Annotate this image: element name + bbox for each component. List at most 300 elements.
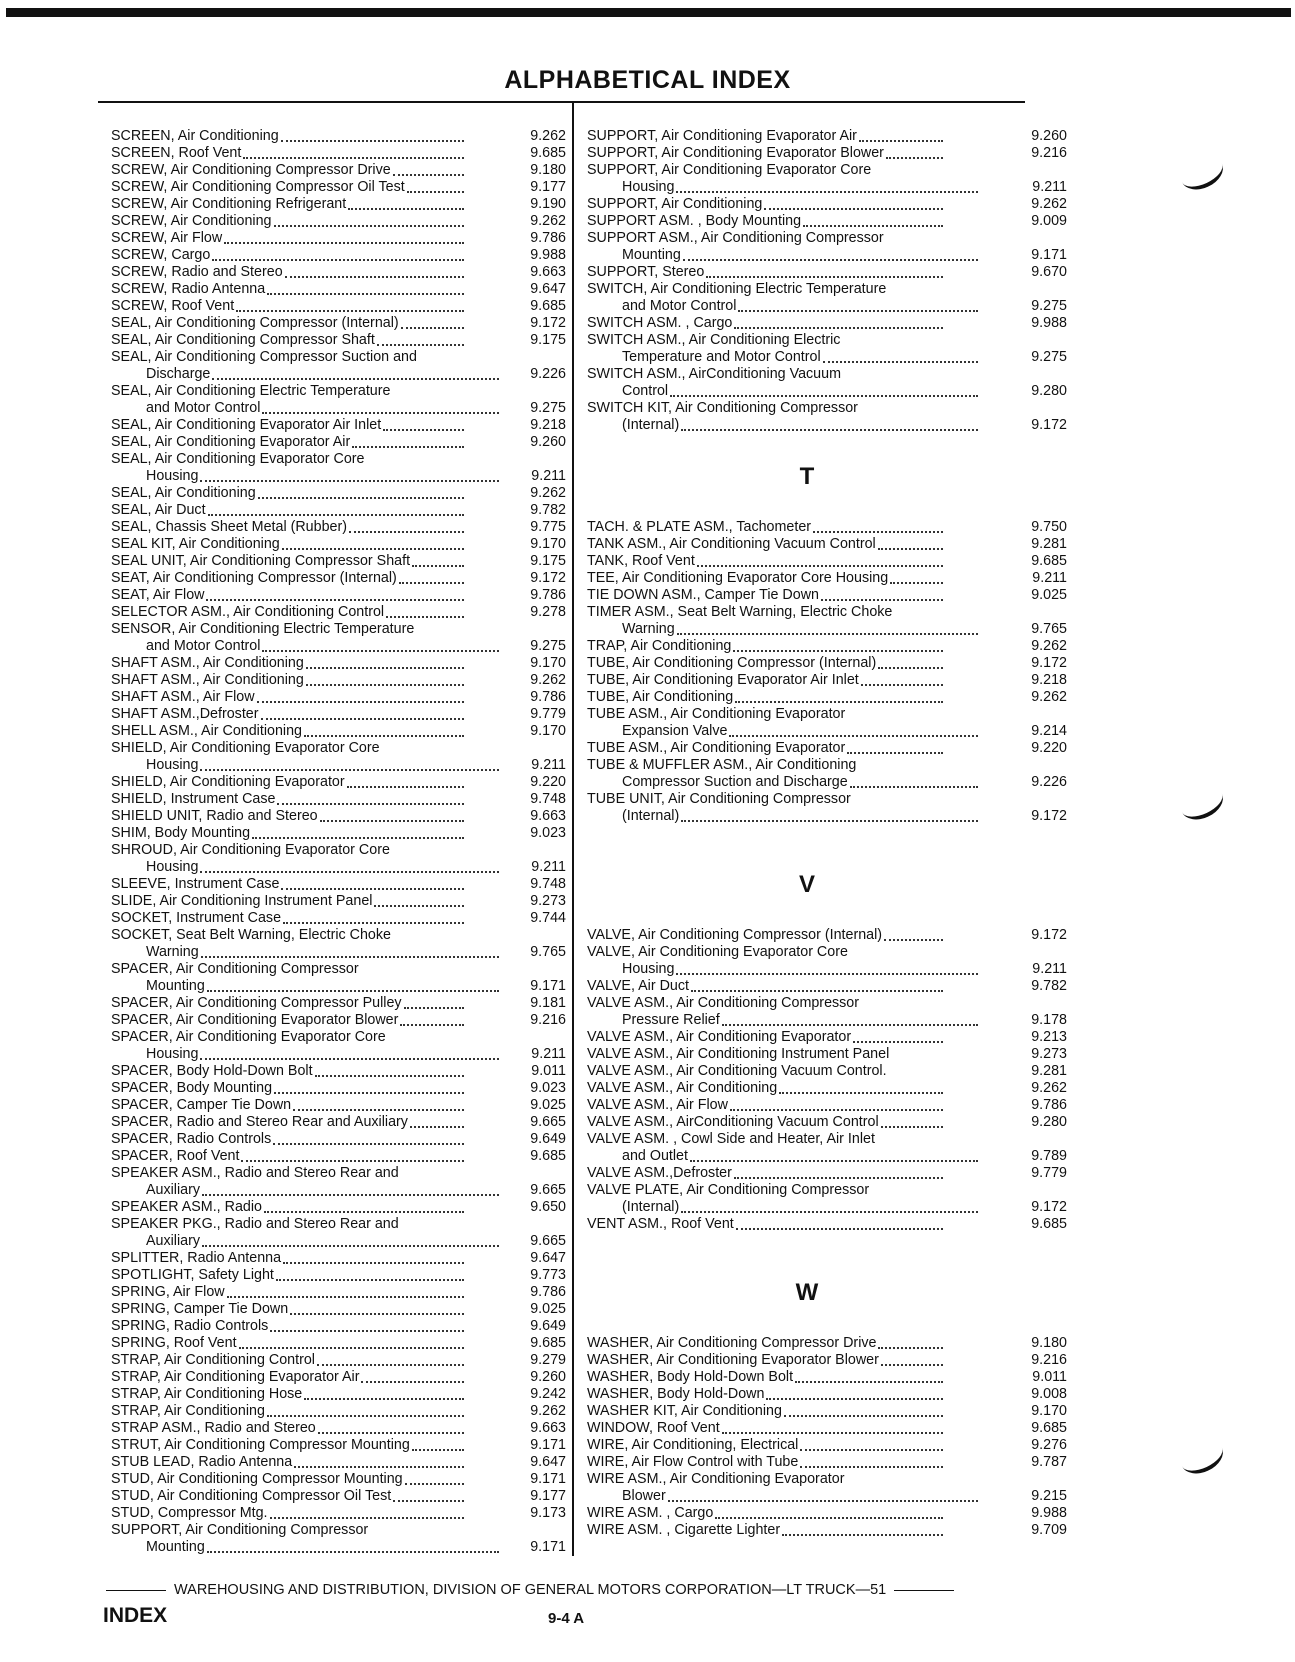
dot-leader [738, 310, 978, 312]
dot-leader [212, 259, 464, 261]
dot-leader [276, 1279, 464, 1281]
index-entry [111, 1080, 566, 1097]
entry-text: SWITCH ASM. , Cargo [587, 315, 733, 331]
index-entry [587, 230, 1067, 247]
entry-text: SEAL, Air Conditioning [111, 485, 256, 501]
entry-text: SLEEVE, Instrument Case [111, 876, 280, 892]
entry-text: STRAP, Air Conditioning Control [111, 1352, 315, 1368]
entry-description [587, 1165, 945, 1182]
entry-description [111, 417, 466, 434]
page-reference: 9.023 [530, 1080, 566, 1096]
entry-text: TANK ASM., Air Conditioning Vacuum Control [587, 536, 876, 552]
entry-text: VALVE ASM., Air Flow [587, 1097, 728, 1113]
dot-leader [823, 361, 978, 363]
index-entry [111, 1148, 566, 1165]
dot-leader [386, 616, 464, 618]
entry-description [587, 264, 945, 281]
entry-description [587, 1182, 945, 1199]
page-reference: 9.171 [530, 1437, 566, 1453]
index-entry [111, 1097, 566, 1114]
page-reference: 9.685 [530, 1148, 566, 1164]
entry-description [587, 1097, 945, 1114]
entry-description [587, 1335, 945, 1352]
page-number: 9-4 A [548, 1610, 585, 1627]
page-reference: 9.280 [1031, 383, 1067, 399]
entry-text: VALVE ASM., Air Conditioning Instrument Panel [587, 1046, 890, 1062]
page-reference: 9.665 [530, 1182, 566, 1198]
page-reference: 9.709 [1031, 1522, 1067, 1538]
entry-text: SPACER, Air Conditioning Compressor Pulley [111, 995, 402, 1011]
page-reference: 9.171 [530, 1471, 566, 1487]
index-entry [111, 400, 566, 417]
index-entry [587, 1488, 1067, 1505]
index-entry [587, 961, 1067, 978]
entry-description [111, 1216, 466, 1233]
entry-text: SPACER, Air Conditioning Evaporator Core [111, 1029, 386, 1045]
entry-description [111, 791, 466, 808]
spacer [587, 434, 1067, 451]
entry-text: and Motor Control [146, 638, 261, 654]
page-reference: 9.170 [530, 723, 566, 739]
dot-leader [306, 667, 464, 669]
page-reference: 9.262 [1031, 1080, 1067, 1096]
entry-description [111, 1131, 466, 1148]
dot-leader [412, 1449, 464, 1451]
page-reference: 9.988 [530, 247, 566, 263]
index-entry [111, 298, 566, 315]
page-reference: 9.262 [1031, 638, 1067, 654]
index-entry [111, 281, 566, 298]
entry-description [111, 1080, 466, 1097]
index-entry [111, 825, 566, 842]
entry-text: SHIELD UNIT, Radio and Stereo [111, 808, 318, 824]
entry-description [111, 876, 466, 893]
dot-leader [677, 633, 978, 635]
index-entry [111, 1386, 566, 1403]
entry-description [111, 1029, 466, 1046]
index-entry [111, 706, 566, 723]
entry-description [587, 587, 945, 604]
entry-description [111, 1199, 466, 1216]
index-entry [587, 1012, 1067, 1029]
index-entry [111, 791, 566, 808]
dot-leader [668, 1500, 978, 1502]
entry-description [111, 1250, 466, 1267]
index-entry [111, 213, 566, 230]
page-reference: 9.279 [530, 1352, 566, 1368]
entry-text: TEE, Air Conditioning Evaporator Core Housing [587, 570, 889, 586]
index-entry [587, 417, 1067, 434]
index-entry [111, 434, 566, 451]
page-reference: 9.190 [530, 196, 566, 212]
entry-description [111, 1097, 466, 1114]
index-entry [587, 1454, 1067, 1471]
entry-description [111, 1471, 466, 1488]
entry-text: TUBE, Air Conditioning [587, 689, 734, 705]
index-entry [587, 1420, 1067, 1437]
entry-text: TRAP, Air Conditioning [587, 638, 732, 654]
entry-text: Warning [146, 944, 199, 960]
index-entry [111, 1352, 566, 1369]
entry-description [111, 298, 466, 315]
entry-description [111, 1012, 466, 1029]
entry-text: SEAL, Air Conditioning Evaporator Air Inlet [111, 417, 382, 433]
dot-leader [813, 531, 943, 533]
entry-description [111, 536, 466, 553]
dot-leader [404, 1007, 464, 1009]
dot-leader [853, 1041, 943, 1043]
dot-leader [681, 429, 978, 431]
entry-description [587, 995, 945, 1012]
entry-description [587, 1029, 945, 1046]
dot-leader [401, 327, 464, 329]
entry-description [587, 1352, 945, 1369]
page-reference: 9.276 [1031, 1437, 1067, 1453]
entry-description [111, 366, 501, 383]
page-reference: 9.011 [1032, 1369, 1067, 1385]
entry-text: SPACER, Body Hold-Down Bolt [111, 1063, 313, 1079]
entry-text: SWITCH, Air Conditioning Electric Temperature [587, 281, 887, 297]
entry-text: SUPPORT, Air Conditioning Evaporator Core [587, 162, 872, 178]
dot-leader [200, 769, 499, 771]
entry-text: WASHER, Body Hold-Down [587, 1386, 765, 1402]
entry-text: SOCKET, Instrument Case [111, 910, 282, 926]
dot-leader [377, 344, 464, 346]
entry-text: SUPPORT, Air Conditioning Evaporator Air [587, 128, 857, 144]
entry-text: SCREW, Air Flow [111, 230, 223, 246]
dot-leader [281, 140, 464, 142]
entry-description [111, 1522, 466, 1539]
entry-description [587, 1148, 980, 1165]
page-reference: 9.786 [530, 587, 566, 603]
entry-description [111, 1301, 466, 1318]
entry-text: VALVE ASM.,Defroster [587, 1165, 732, 1181]
entry-description [111, 1420, 466, 1437]
index-entry [111, 570, 566, 587]
entry-text: SCREW, Cargo [111, 247, 211, 263]
index-entry [587, 332, 1067, 349]
index-entry [587, 1199, 1067, 1216]
dot-leader [800, 1449, 943, 1451]
index-entry [587, 264, 1067, 281]
dot-leader [270, 1330, 464, 1332]
entry-text: and Motor Control [622, 298, 737, 314]
page-reference: 9.025 [530, 1097, 566, 1113]
page-reference: 9.670 [1031, 264, 1067, 280]
page-reference: 9.171 [530, 1539, 566, 1555]
entry-description [111, 757, 501, 774]
entry-description [587, 1505, 945, 1522]
dot-leader [399, 582, 464, 584]
entry-text: VALVE, Air Conditioning Evaporator Core [587, 944, 848, 960]
index-entry [111, 621, 566, 638]
index-entry [111, 247, 566, 264]
entry-text: VENT ASM., Roof Vent [587, 1216, 734, 1232]
entry-text: VALVE PLATE, Air Conditioning Compressor [587, 1182, 870, 1198]
dot-leader [236, 310, 464, 312]
entry-description [111, 315, 466, 332]
dot-leader [795, 1381, 943, 1383]
page-reference: 9.647 [530, 1250, 566, 1266]
page-reference: 9.170 [530, 655, 566, 671]
dot-leader [352, 446, 464, 448]
entry-text: VALVE, Air Conditioning Compressor (Internal) [587, 927, 883, 943]
page-reference: 9.211 [531, 757, 566, 773]
page-reference: 9.649 [530, 1318, 566, 1334]
index-entry [111, 1233, 566, 1250]
entry-text: (Internal) [622, 417, 680, 433]
entry-description [587, 961, 980, 978]
entry-description [111, 1386, 466, 1403]
index-entry [111, 264, 566, 281]
page-reference: 9.663 [530, 808, 566, 824]
dot-leader [730, 1109, 943, 1111]
entry-text: TIE DOWN ASM., Camper Tie Down [587, 587, 819, 603]
section-label: INDEX [103, 1604, 168, 1627]
index-entry [111, 1505, 566, 1522]
index-entry [587, 638, 1067, 655]
entry-description [111, 281, 466, 298]
page-reference: 9.171 [530, 978, 566, 994]
entry-description [587, 1063, 945, 1080]
index-entry [111, 961, 566, 978]
index-entry [587, 978, 1067, 995]
page-reference: 9.663 [530, 1420, 566, 1436]
entry-text: TUBE UNIT, Air Conditioning Compressor [587, 791, 851, 807]
entry-description [587, 723, 980, 740]
entry-description [587, 145, 945, 162]
index-entry [111, 1471, 566, 1488]
footer [98, 1582, 1025, 1598]
entry-text: SPEAKER ASM., Radio [111, 1199, 262, 1215]
entry-text: Mounting [622, 247, 681, 263]
entry-text: SHAFT ASM., Air Flow [111, 689, 255, 705]
entry-text: SEAL, Chassis Sheet Metal (Rubber) [111, 519, 348, 535]
entry-text: SEAL, Air Conditioning Compressor Suction and [111, 349, 417, 365]
index-entry [111, 417, 566, 434]
entry-description [111, 1488, 466, 1505]
index-entry [111, 179, 566, 196]
entry-description [111, 1114, 466, 1131]
entry-description [111, 1318, 466, 1335]
page-reference: 9.226 [1031, 774, 1067, 790]
entry-description [111, 604, 466, 621]
page-reference: 9.647 [530, 1454, 566, 1470]
index-entry [587, 383, 1067, 400]
index-column-left [111, 128, 566, 1556]
index-entry [111, 1454, 566, 1471]
entry-text: SPACER, Camper Tie Down [111, 1097, 292, 1113]
entry-text: TIMER ASM., Seat Belt Warning, Electric Choke [587, 604, 893, 620]
entry-description [587, 213, 945, 230]
page-reference: 9.242 [530, 1386, 566, 1402]
entry-description [111, 995, 466, 1012]
entry-description [587, 1046, 945, 1063]
entry-description [587, 536, 945, 553]
entry-description [111, 774, 466, 791]
entry-description [111, 383, 466, 400]
dot-leader [722, 1432, 943, 1434]
index-entry [111, 774, 566, 791]
entry-description [587, 349, 980, 366]
page-reference: 9.260 [530, 1369, 566, 1385]
spacer [587, 1318, 1067, 1335]
entry-description [587, 281, 945, 298]
entry-text: SHROUD, Air Conditioning Evaporator Core [111, 842, 390, 858]
dot-leader [262, 412, 499, 414]
index-entry [587, 995, 1067, 1012]
entry-description [111, 655, 466, 672]
index-entry [587, 1046, 1067, 1063]
index-entry [587, 1216, 1067, 1233]
entry-text: Compressor Suction and Discharge [622, 774, 848, 790]
index-entry [587, 655, 1067, 672]
entry-text: VALVE, Air Duct [587, 978, 689, 994]
entry-description [587, 1403, 945, 1420]
entry-description [111, 1165, 466, 1182]
dot-leader [317, 1364, 464, 1366]
page-reference: 9.748 [530, 791, 566, 807]
index-entry [587, 723, 1067, 740]
dot-leader [681, 820, 978, 822]
entry-text: WASHER, Body Hold-Down Bolt [587, 1369, 794, 1385]
entry-description [111, 1063, 466, 1080]
dot-leader [850, 786, 978, 788]
page-reference: 9.281 [1031, 1063, 1067, 1079]
entry-description [587, 332, 945, 349]
entry-text: SPEAKER ASM., Radio and Stereo Rear and [111, 1165, 399, 1181]
index-entry [587, 281, 1067, 298]
spacer [587, 1233, 1067, 1250]
entry-description [587, 1012, 980, 1029]
index-entry [587, 128, 1067, 145]
spacer [587, 893, 1067, 910]
dot-leader [683, 259, 978, 261]
dot-leader [212, 378, 499, 380]
index-entry [587, 400, 1067, 417]
dot-leader [859, 140, 943, 142]
index-entry [587, 757, 1067, 774]
dot-leader [282, 548, 464, 550]
entry-description [111, 1369, 466, 1386]
entry-description [111, 145, 466, 162]
index-entry [587, 536, 1067, 553]
entry-description [111, 893, 466, 910]
entry-description [111, 468, 501, 485]
page-reference: 9.685 [1031, 553, 1067, 569]
index-entry [587, 1369, 1067, 1386]
page-reference: 9.685 [530, 1335, 566, 1351]
dot-leader [729, 735, 978, 737]
binder-mark [1176, 1434, 1229, 1480]
page-reference: 9.260 [1031, 128, 1067, 144]
dot-leader [697, 565, 943, 567]
index-entry [587, 1080, 1067, 1097]
dot-leader [361, 1381, 464, 1383]
entry-text: SHIELD, Instrument Case [111, 791, 276, 807]
dot-leader [861, 684, 943, 686]
dot-leader [884, 939, 943, 941]
page-reference: 9.172 [1031, 927, 1067, 943]
index-entry [587, 1148, 1067, 1165]
page-reference: 9.172 [530, 315, 566, 331]
dot-leader [262, 650, 499, 652]
dot-leader [374, 905, 464, 907]
dot-leader [764, 208, 943, 210]
index-entry [111, 978, 566, 995]
dot-leader [735, 701, 943, 703]
entry-text: WIRE ASM., Air Conditioning Evaporator [587, 1471, 845, 1487]
entry-description [111, 723, 466, 740]
entry-description [587, 298, 980, 315]
spacer [587, 1301, 1067, 1318]
entry-text: SELECTOR ASM., Air Conditioning Control [111, 604, 385, 620]
index-entry [587, 298, 1067, 315]
index-entry [111, 1250, 566, 1267]
section-letter: T [799, 463, 815, 490]
entry-text: SPLITTER, Radio Antenna [111, 1250, 282, 1266]
entry-description [587, 1386, 945, 1403]
entry-text: Mounting [146, 978, 205, 994]
page-reference: 9.171 [1031, 247, 1067, 263]
index-entry [587, 1505, 1067, 1522]
dot-leader [766, 1398, 943, 1400]
entry-description [111, 1284, 466, 1301]
entry-text: WASHER KIT, Air Conditioning [587, 1403, 782, 1419]
index-entry [111, 1539, 566, 1556]
spacer [587, 1250, 1067, 1267]
entry-text: SCREEN, Air Conditioning [111, 128, 279, 144]
index-entry [111, 655, 566, 672]
entry-text: VALVE ASM., Air Conditioning Evaporator [587, 1029, 852, 1045]
index-entry [111, 842, 566, 859]
entry-text: SHAFT ASM., Air Conditioning [111, 672, 304, 688]
entry-text: SCREW, Radio and Stereo [111, 264, 283, 280]
dot-leader [200, 871, 499, 873]
entry-text: SHAFT ASM., Air Conditioning [111, 655, 304, 671]
index-entry [111, 451, 566, 468]
entry-description [111, 570, 466, 587]
index-entry [587, 1165, 1067, 1182]
entry-description [587, 1131, 945, 1148]
index-entry [111, 519, 566, 536]
entry-description [111, 910, 466, 927]
entry-description [111, 213, 466, 230]
entry-description [587, 247, 980, 264]
entry-text: WIRE ASM. , Cigarette Lighter [587, 1522, 781, 1538]
page-reference: 9.213 [1031, 1029, 1067, 1045]
index-entry [111, 502, 566, 519]
spacer [587, 842, 1067, 859]
spacer [587, 502, 1067, 519]
entry-description [587, 230, 945, 247]
index-entry [111, 927, 566, 944]
entry-description [587, 1216, 945, 1233]
entry-description [111, 1182, 501, 1199]
dot-leader [207, 1551, 499, 1553]
entry-text: SHIM, Body Mounting [111, 825, 251, 841]
index-entry [111, 1403, 566, 1420]
index-entry [111, 315, 566, 332]
entry-description [587, 655, 945, 672]
entry-description [587, 128, 945, 145]
page-reference: 9.211 [1032, 570, 1067, 586]
page-reference: 9.216 [1031, 1352, 1067, 1368]
dot-leader [306, 684, 464, 686]
dot-leader [734, 1177, 943, 1179]
page-reference: 9.260 [530, 434, 566, 450]
page-reference: 9.262 [530, 128, 566, 144]
